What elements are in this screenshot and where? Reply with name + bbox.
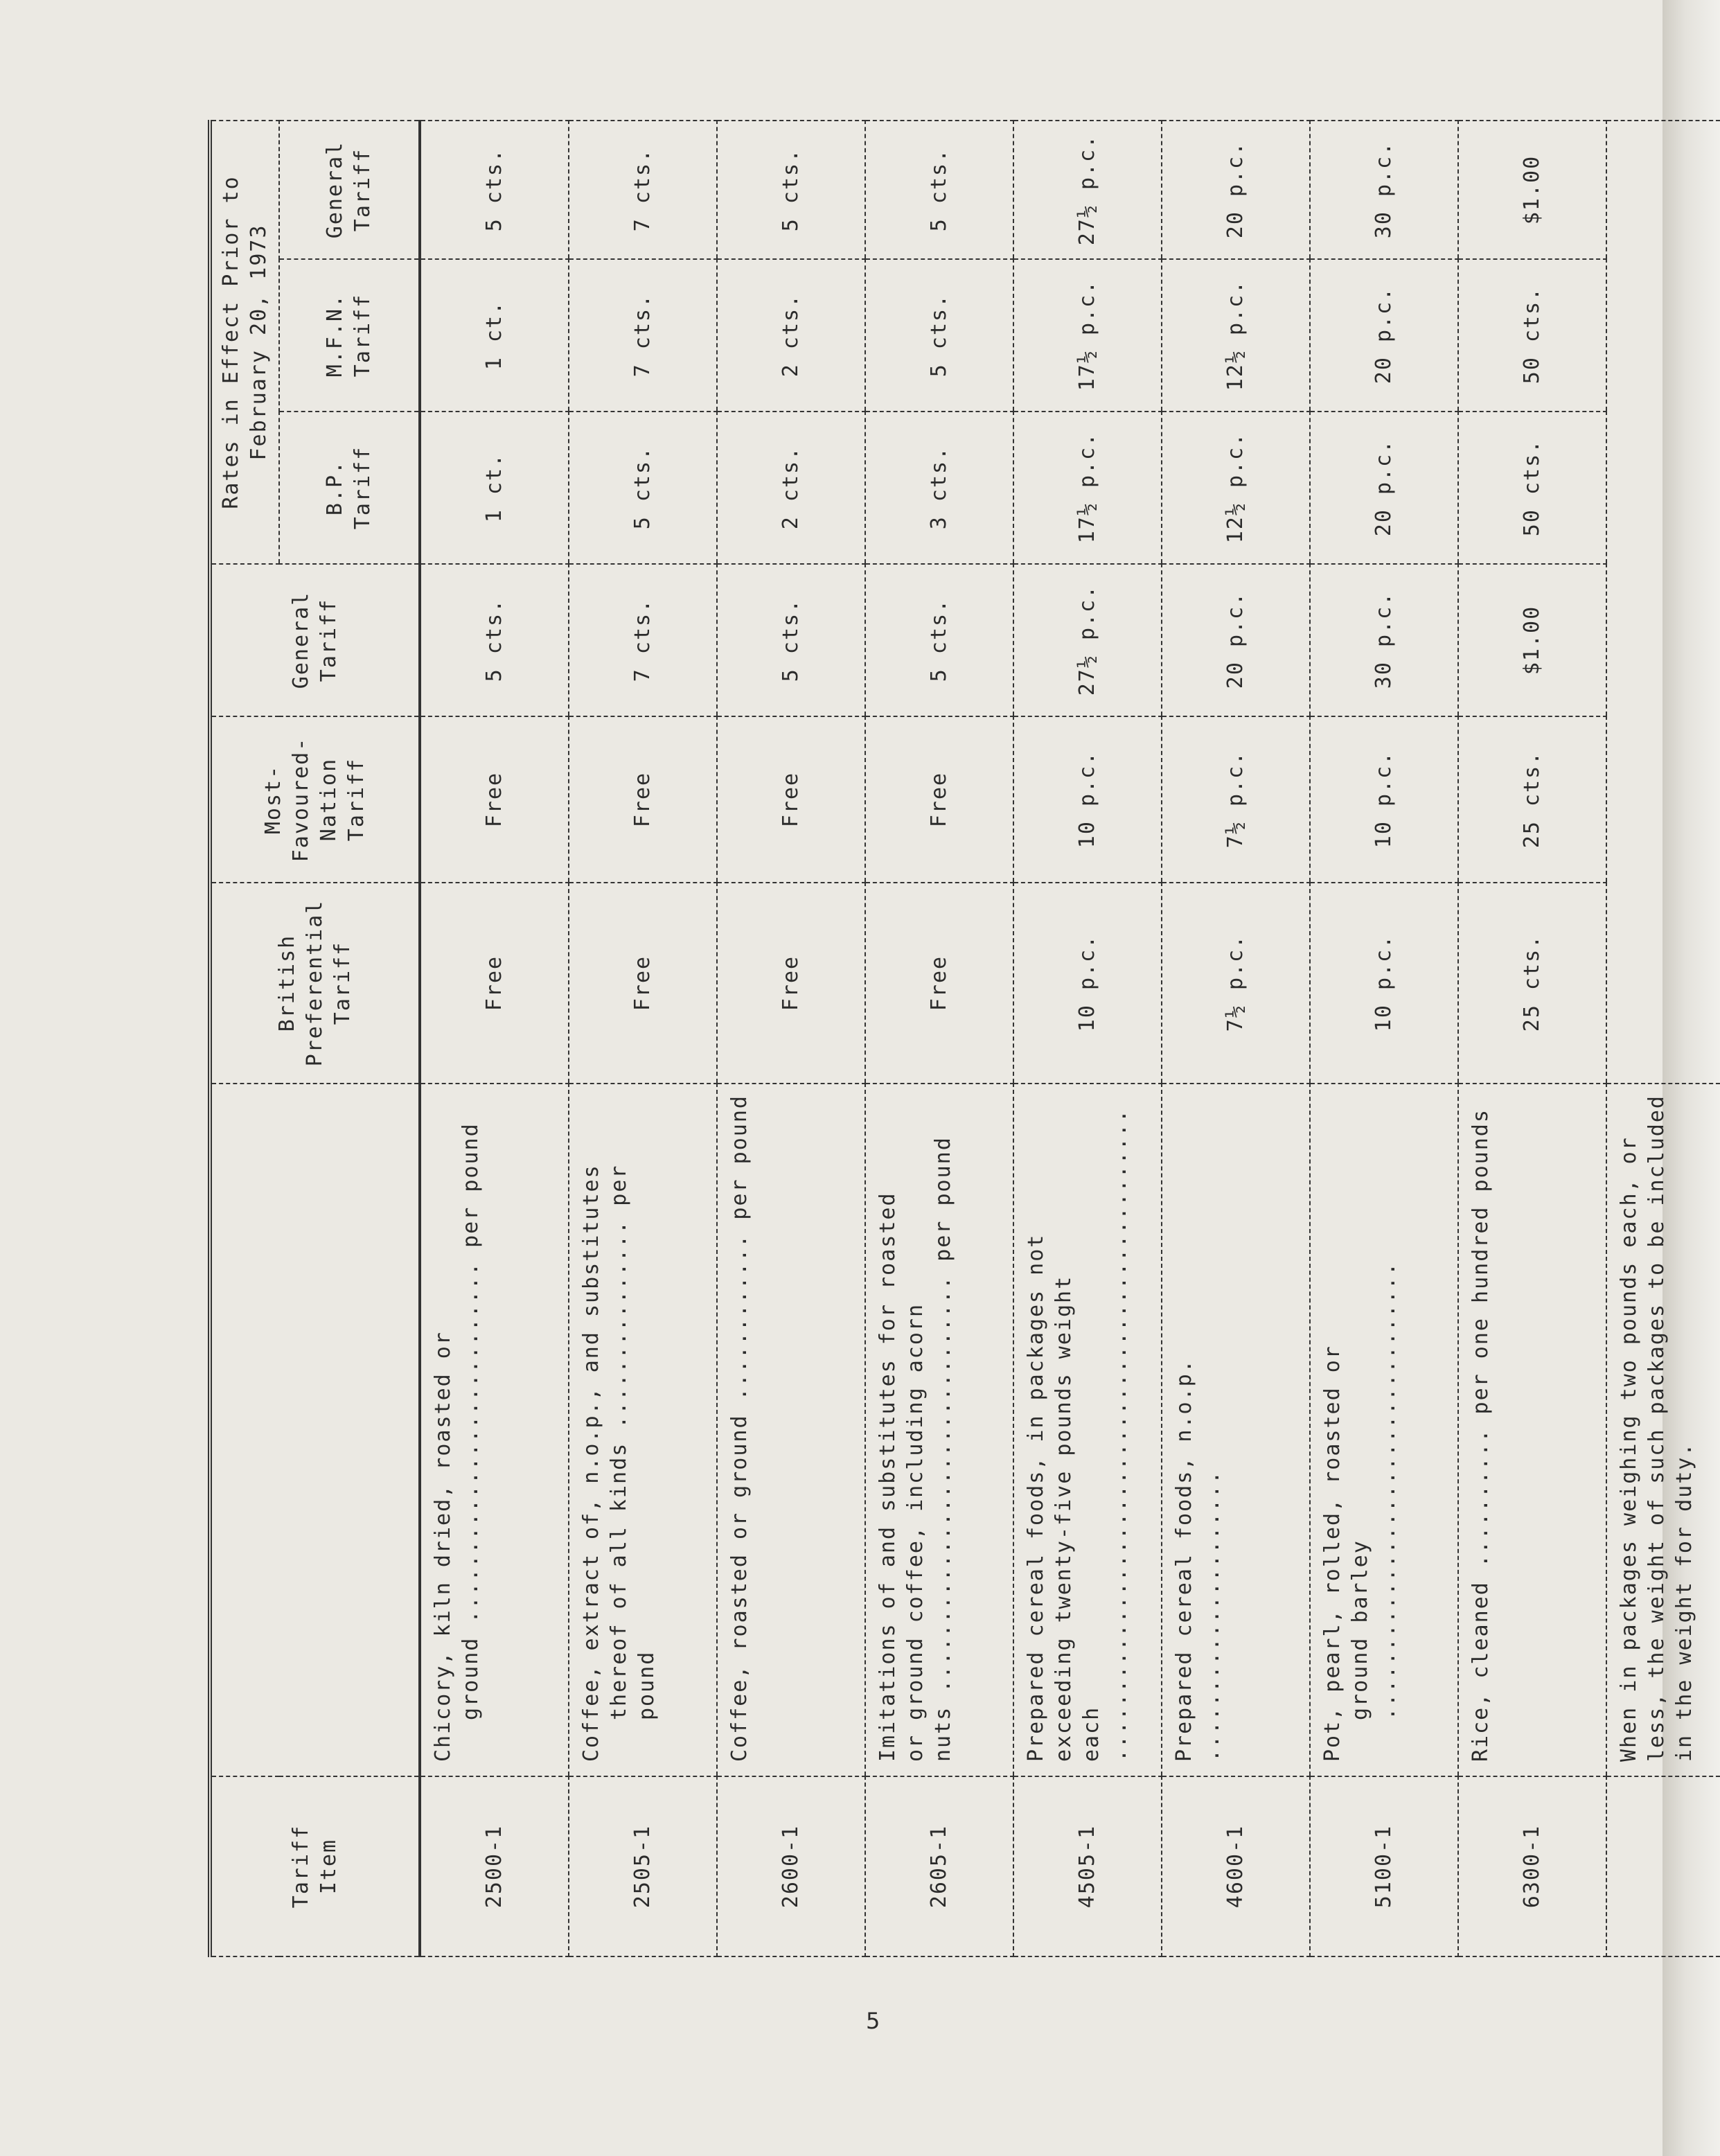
tariff-item: 2600-1 [717,1776,865,1956]
header-description [210,1084,420,1776]
prior-bp-rate: 2 cts. [717,412,865,564]
mfn-rate: Free [569,716,717,883]
tariff-item: 4600-1 [1162,1776,1310,1956]
prior-general-rate: 5 cts. [717,121,865,259]
tariff-table [208,120,1720,1957]
item-description [569,1084,717,1776]
bp-rate: Free [717,883,865,1084]
general-rate: 7 cts. [569,564,717,716]
prior-general-rate: $1.00 [1458,121,1606,259]
bp-rate: 10 p.c. [1310,883,1458,1084]
tariff-item: 2500-1 [420,1776,569,1956]
general-rate: 30 p.c. [1310,564,1458,716]
prior-general-rate: 5 cts. [865,121,1013,259]
packaging-note [1606,1084,1720,1776]
description-line: Prepared cereal foods, in packages not [1024,1233,1048,1762]
mfn-rate: 7½ p.c. [1162,716,1310,883]
prior-general-rate: 27½ p.c. [1013,121,1162,259]
header-mfn [210,716,420,883]
header-prior-mfn-label: M.F.N. Tariff [323,293,375,378]
description-line: Coffee, roasted or ground ............ per pound [727,1095,752,1762]
header-british-preferential-label: British Preferential Tariff [275,899,355,1067]
prior-general-rate: 20 p.c. [1162,121,1310,259]
item-description [1458,1084,1606,1776]
item-description [1310,1084,1458,1776]
prior-bp-rate: 5 cts. [569,412,717,564]
table-row [569,121,717,1956]
prior-bp-rate: 3 cts. [865,412,1013,564]
tariff-item: 2605-1 [865,1776,1013,1956]
general-rate: 20 p.c. [1162,564,1310,716]
prior-bp-rate: 1 ct. [420,412,569,564]
prior-mfn-rate: 12½ p.c. [1162,259,1310,412]
prior-mfn-rate: 50 cts. [1458,259,1606,412]
header-british-preferential [210,883,420,1084]
prior-mfn-rate: 17½ p.c. [1013,259,1162,412]
bp-rate: Free [420,883,569,1084]
tariff-item: 4505-1 [1013,1776,1162,1956]
note-row [1606,121,1720,1956]
general-rate: 5 cts. [865,564,1013,716]
prior-mfn-rate: 7 cts. [569,259,717,412]
table-row [865,121,1013,1956]
prior-bp-rate: 50 cts. [1458,412,1606,564]
mfn-rate: Free [865,716,1013,883]
header-general [210,564,420,716]
description-line: Imitations of and substitutes for roasted [876,1192,900,1762]
header-prior-general-label: General Tariff [323,141,375,239]
description-line: Prepared cereal foods, n.o.p. ..................... [1172,1359,1224,1762]
header-rates-prior-label: Rates in Effect Prior to February 20, 1973 [219,175,271,509]
prior-bp-rate: 17½ p.c. [1013,412,1162,564]
description-line: ground barley ................................. [1348,1261,1400,1720]
header-prior-bp-label: B.P. Tariff [323,445,375,530]
prior-mfn-rate: 20 p.c. [1310,259,1458,412]
item-description [717,1084,865,1776]
header-general-label: General Tariff [289,591,341,689]
prior-general-rate: 30 p.c. [1310,121,1458,259]
description-line: Rice, cleaned .......... per one hundred pounds [1469,1108,1493,1762]
prior-mfn-rate: 1 ct. [420,259,569,412]
mfn-rate: 10 p.c. [1013,716,1162,883]
prior-bp-rate: 12½ p.c. [1162,412,1310,564]
header-rates-prior [210,121,279,564]
prior-general-rate: 5 cts. [420,121,569,259]
note-line: in the weight for duty. [1672,1442,1696,1762]
description-line: each ............................................... [1079,1108,1131,1762]
tariff-item: 2505-1 [569,1776,717,1956]
bp-rate: Free [865,883,1013,1084]
mfn-rate: 25 cts. [1458,716,1606,883]
prior-mfn-rate: 2 cts. [717,259,865,412]
general-rate: $1.00 [1458,564,1606,716]
bp-rate: 25 cts. [1458,883,1606,1084]
table-row [1310,121,1458,1956]
mfn-rate: Free [420,716,569,883]
item-description [865,1084,1013,1776]
header-mfn-label: Most- Favoured- Nation Tariff [261,736,369,863]
description-line: Pot, pearl, rolled, roasted or [1320,1345,1345,1762]
description-line: thereof of all kinds ............... per pound [607,1164,659,1720]
bp-rate: Free [569,883,717,1084]
note-line: less, the weight of such packages to be included [1644,1095,1669,1762]
item-description [420,1084,569,1776]
general-rate: 5 cts. [717,564,865,716]
note-empty-cells [1606,121,1720,1084]
prior-general-rate: 7 cts. [569,121,717,259]
description-line: ground .......................... per pound [459,1122,483,1720]
mfn-rate: 10 p.c. [1310,716,1458,883]
prior-bp-rate: 20 p.c. [1310,412,1458,564]
header-prior-general [279,121,420,259]
description-line: Chicory, kiln dried, roasted or [431,1331,455,1762]
header-tariff-item [210,1776,420,1956]
header-prior-mfn [279,259,420,412]
description-line: nuts .............................. per pound [931,1136,955,1762]
header-prior-bp [279,412,420,564]
item-description [1013,1084,1162,1776]
table-body [420,121,1720,1956]
general-rate: 27½ p.c. [1013,564,1162,716]
mfn-rate: Free [717,716,865,883]
table-row [420,121,569,1956]
bp-rate: 7½ p.c. [1162,883,1310,1084]
tariff-item: 6300-1 [1458,1776,1606,1956]
table-row [717,121,865,1956]
tariff-table-rotated [208,121,1696,1957]
table-row [1013,121,1162,1956]
bp-rate: 10 p.c. [1013,883,1162,1084]
description-line: exceeding twenty-five pounds weight [1052,1275,1076,1762]
note-item-cell [1606,1776,1720,1956]
page-number: 5 [866,2008,880,2034]
table-row [1162,121,1310,1956]
table-row [1458,121,1606,1956]
header-tariff-item-label: Tariff Item [289,1824,341,1909]
description-line: Coffee, extract of, n.o.p., and substitutes [579,1164,603,1762]
item-description [1162,1084,1310,1776]
note-line: When in packages weighing two pounds each, or [1617,1136,1641,1762]
prior-mfn-rate: 5 cts. [865,259,1013,412]
general-rate: 5 cts. [420,564,569,716]
tariff-item: 5100-1 [1310,1776,1458,1956]
description-line: or ground coffee, including acorn [903,1302,928,1762]
